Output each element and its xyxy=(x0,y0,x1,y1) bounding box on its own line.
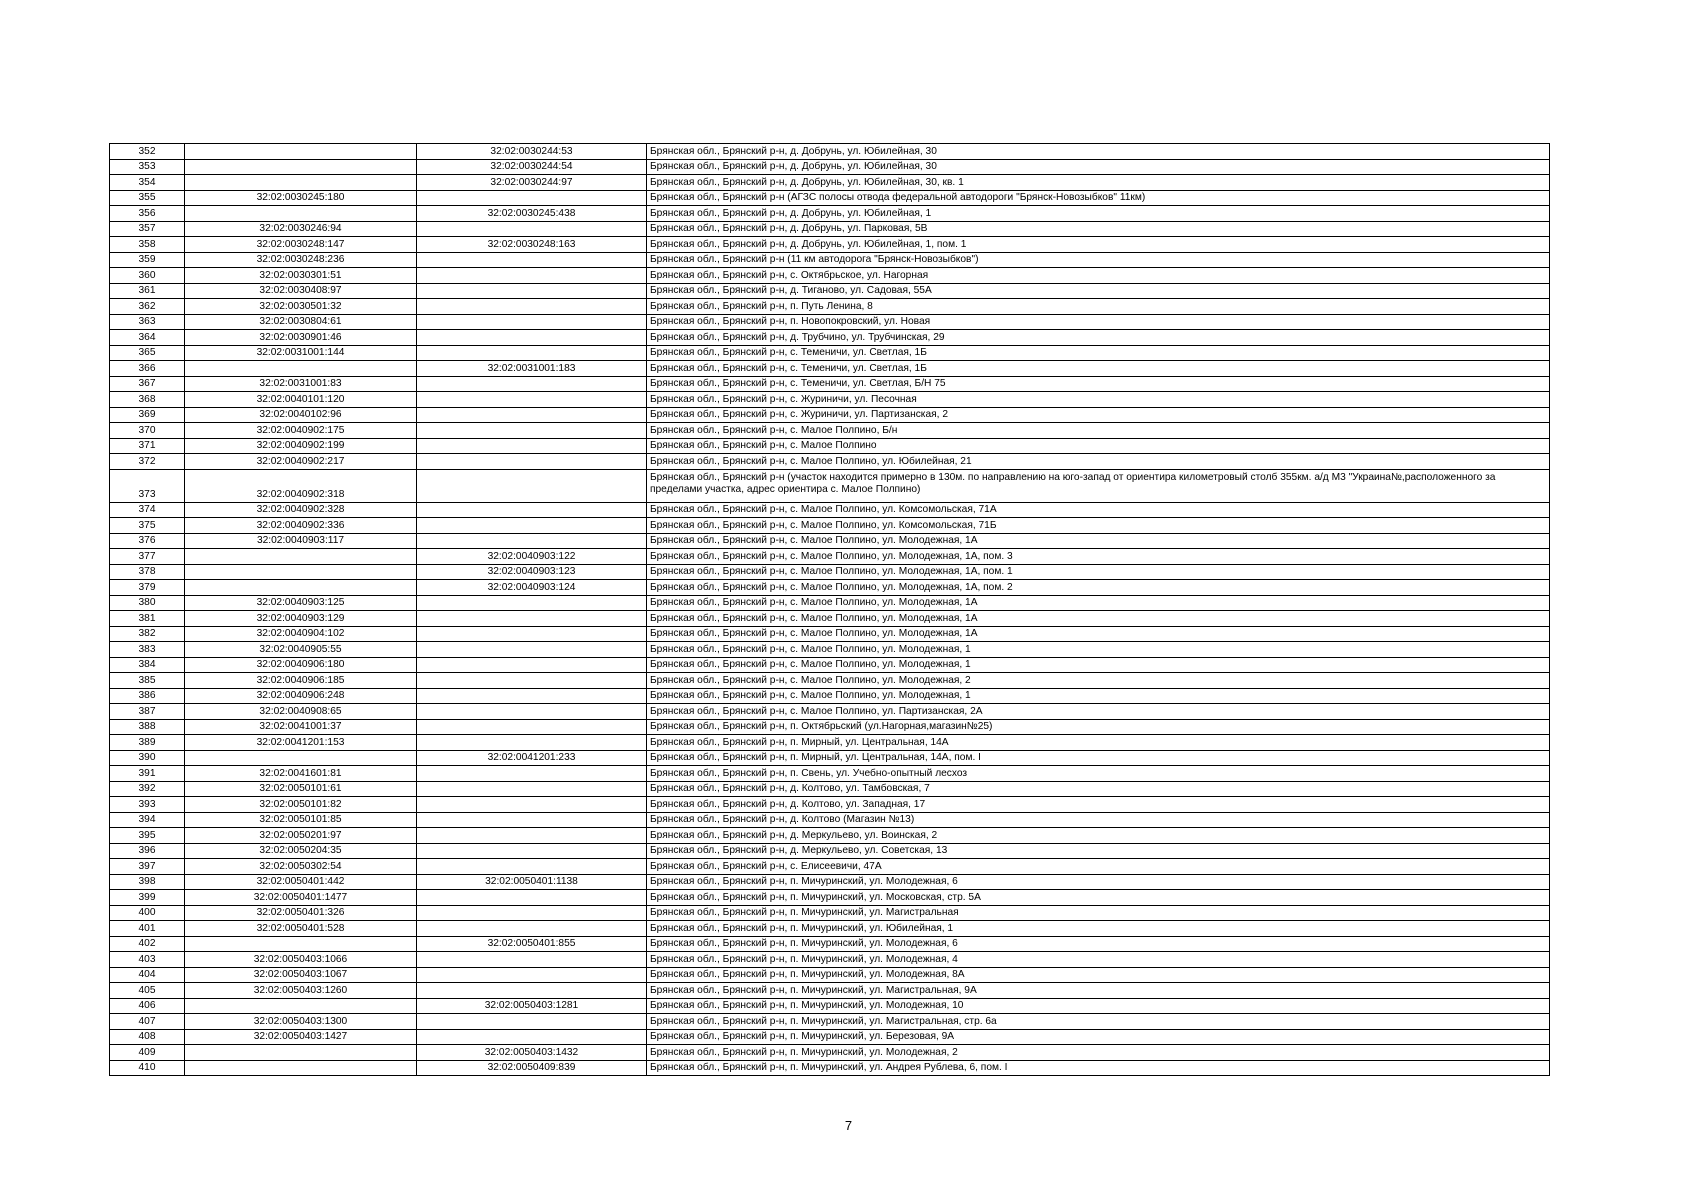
cadastral-number-cell: 32:02:0030245:180 xyxy=(185,190,417,206)
page-number: 7 xyxy=(844,1118,853,1133)
table-row xyxy=(110,252,1550,268)
row-number-cell: 382 xyxy=(110,626,185,642)
row-number-cell: 377 xyxy=(110,549,185,565)
related-cadastral-number-cell xyxy=(417,859,647,875)
row-number-cell: 368 xyxy=(110,392,185,408)
related-cadastral-number-cell xyxy=(417,268,647,284)
cadastral-number-cell xyxy=(185,159,417,175)
related-cadastral-number-cell xyxy=(417,283,647,299)
related-cadastral-number-cell: 32:02:0031001:183 xyxy=(417,361,647,377)
row-number-cell: 358 xyxy=(110,237,185,253)
related-cadastral-number-cell xyxy=(417,828,647,844)
table-row xyxy=(110,1060,1550,1076)
related-cadastral-number-cell xyxy=(417,314,647,330)
related-cadastral-number-cell xyxy=(417,407,647,423)
cadastral-number-cell xyxy=(185,564,417,580)
row-number-cell: 366 xyxy=(110,361,185,377)
table-row xyxy=(110,642,1550,658)
row-number-cell: 404 xyxy=(110,967,185,983)
row-number-cell: 378 xyxy=(110,564,185,580)
cadastral-number-cell: 32:02:0031001:144 xyxy=(185,345,417,361)
row-number-cell: 373 xyxy=(110,469,185,502)
row-number-cell: 406 xyxy=(110,998,185,1014)
row-number-cell: 364 xyxy=(110,330,185,346)
row-number-cell: 398 xyxy=(110,874,185,890)
address-cell: Брянская обл., Брянский р-н, с. Малое Полпино, ул. Молодежная, 2 xyxy=(647,673,1550,689)
address-cell: Брянская обл., Брянский р-н, с. Малое Полпино, ул. Молодежная, 1 xyxy=(647,657,1550,673)
address-cell: Брянская обл., Брянский р-н, п. Мичуринский, ул. Молодежная, 6 xyxy=(647,874,1550,890)
cadastral-number-cell: 32:02:0030804:61 xyxy=(185,314,417,330)
address-cell: Брянская обл., Брянский р-н, с. Малое Полпино, ул. Юбилейная, 21 xyxy=(647,454,1550,470)
table-row xyxy=(110,533,1550,549)
row-number-cell: 376 xyxy=(110,533,185,549)
related-cadastral-number-cell xyxy=(417,781,647,797)
table-row xyxy=(110,376,1550,392)
cadastral-number-cell: 32:02:0030248:147 xyxy=(185,237,417,253)
table-row xyxy=(110,657,1550,673)
related-cadastral-number-cell: 32:02:0050403:1281 xyxy=(417,998,647,1014)
table-row xyxy=(110,175,1550,191)
table-row xyxy=(110,998,1550,1014)
row-number-cell: 392 xyxy=(110,781,185,797)
related-cadastral-number-cell xyxy=(417,704,647,720)
related-cadastral-number-cell xyxy=(417,626,647,642)
address-cell: Брянская обл., Брянский р-н, с. Елисеевичи, 47А xyxy=(647,859,1550,875)
related-cadastral-number-cell xyxy=(417,595,647,611)
related-cadastral-number-cell xyxy=(417,921,647,937)
cadastral-number-cell: 32:02:0040102:96 xyxy=(185,407,417,423)
table-row xyxy=(110,781,1550,797)
cadastral-number-cell: 32:02:0040903:129 xyxy=(185,611,417,627)
cadastral-number-cell: 32:02:0050403:1260 xyxy=(185,983,417,999)
cadastral-number-cell: 32:02:0050403:1427 xyxy=(185,1029,417,1045)
address-cell: Брянская обл., Брянский р-н, д. Добрунь, ул. Юбилейная, 30 xyxy=(647,159,1550,175)
row-number-cell: 372 xyxy=(110,454,185,470)
table-row xyxy=(110,719,1550,735)
cadastral-number-cell: 32:02:0040902:328 xyxy=(185,502,417,518)
row-number-cell: 407 xyxy=(110,1014,185,1030)
related-cadastral-number-cell xyxy=(417,392,647,408)
row-number-cell: 390 xyxy=(110,750,185,766)
table-row xyxy=(110,704,1550,720)
related-cadastral-number-cell: 32:02:0050401:855 xyxy=(417,936,647,952)
cadastral-number-cell: 32:02:0041601:81 xyxy=(185,766,417,782)
table-row xyxy=(110,469,1550,502)
related-cadastral-number-cell xyxy=(417,688,647,704)
table-row xyxy=(110,905,1550,921)
document-sheet xyxy=(109,143,1549,1076)
cadastral-number-cell: 32:02:0030501:32 xyxy=(185,299,417,315)
table-row xyxy=(110,843,1550,859)
cadastral-number-cell: 32:02:0040905:55 xyxy=(185,642,417,658)
address-cell: Брянская обл., Брянский р-н, с. Теменичи, ул. Светлая, 1Б xyxy=(647,361,1550,377)
related-cadastral-number-cell xyxy=(417,1014,647,1030)
address-cell: Брянская обл., Брянский р-н, п. Мичуринский, ул. Молодежная, 8А xyxy=(647,967,1550,983)
related-cadastral-number-cell xyxy=(417,812,647,828)
related-cadastral-number-cell: 32:02:0050409:839 xyxy=(417,1060,647,1076)
table-row xyxy=(110,159,1550,175)
row-number-cell: 388 xyxy=(110,719,185,735)
related-cadastral-number-cell: 32:02:0030248:163 xyxy=(417,237,647,253)
related-cadastral-number-cell xyxy=(417,642,647,658)
table-row xyxy=(110,454,1550,470)
table-row xyxy=(110,144,1550,160)
row-number-cell: 352 xyxy=(110,144,185,160)
table-row xyxy=(110,797,1550,813)
cadastral-number-cell xyxy=(185,750,417,766)
row-number-cell: 387 xyxy=(110,704,185,720)
related-cadastral-number-cell xyxy=(417,299,647,315)
row-number-cell: 393 xyxy=(110,797,185,813)
table-row xyxy=(110,237,1550,253)
row-number-cell: 359 xyxy=(110,252,185,268)
cadastral-number-cell: 32:02:0050403:1066 xyxy=(185,952,417,968)
address-cell: Брянская обл., Брянский р-н, с. Журиничи, ул. Партизанская, 2 xyxy=(647,407,1550,423)
related-cadastral-number-cell: 32:02:0050401:1138 xyxy=(417,874,647,890)
address-cell: Брянская обл., Брянский р-н, д. Добрунь, ул. Юбилейная, 1 xyxy=(647,206,1550,222)
address-cell: Брянская обл., Брянский р-н, д. Добрунь, ул. Юбилейная, 30 xyxy=(647,144,1550,160)
related-cadastral-number-cell xyxy=(417,719,647,735)
row-number-cell: 397 xyxy=(110,859,185,875)
address-cell: Брянская обл., Брянский р-н, п. Новопокровский, ул. Новая xyxy=(647,314,1550,330)
cadastral-number-cell: 32:02:0040906:248 xyxy=(185,688,417,704)
table-row xyxy=(110,595,1550,611)
address-cell: Брянская обл., Брянский р-н, д. Меркульево, ул. Советская, 13 xyxy=(647,843,1550,859)
cadastral-number-cell: 32:02:0031001:83 xyxy=(185,376,417,392)
row-number-cell: 389 xyxy=(110,735,185,751)
table-row xyxy=(110,983,1550,999)
related-cadastral-number-cell xyxy=(417,611,647,627)
related-cadastral-number-cell xyxy=(417,657,647,673)
table-row xyxy=(110,890,1550,906)
cadastral-number-cell: 32:02:0030248:236 xyxy=(185,252,417,268)
cadastral-number-cell: 32:02:0030408:97 xyxy=(185,283,417,299)
cadastral-number-cell: 32:02:0030901:46 xyxy=(185,330,417,346)
table-row xyxy=(110,1014,1550,1030)
address-cell: Брянская обл., Брянский р-н, с. Малое Полпино, ул. Молодежная, 1А xyxy=(647,595,1550,611)
table-row xyxy=(110,283,1550,299)
row-number-cell: 410 xyxy=(110,1060,185,1076)
address-cell: Брянская обл., Брянский р-н, с. Малое Полпино, ул. Молодежная, 1 xyxy=(647,688,1550,704)
cadastral-number-cell: 32:02:0050401:1477 xyxy=(185,890,417,906)
row-number-cell: 375 xyxy=(110,518,185,534)
address-cell: Брянская обл., Брянский р-н, с. Малое Полпино, ул. Молодежная, 1А, пом. 2 xyxy=(647,580,1550,596)
related-cadastral-number-cell xyxy=(417,438,647,454)
cadastral-number-cell: 32:02:0040902:336 xyxy=(185,518,417,534)
row-number-cell: 379 xyxy=(110,580,185,596)
related-cadastral-number-cell xyxy=(417,454,647,470)
cadastral-number-cell: 32:02:0050101:85 xyxy=(185,812,417,828)
address-cell: Брянская обл., Брянский р-н, с. Малое Полпино, ул. Партизанская, 2А xyxy=(647,704,1550,720)
cadastral-number-cell: 32:02:0040904:102 xyxy=(185,626,417,642)
cadastral-number-cell xyxy=(185,549,417,565)
related-cadastral-number-cell: 32:02:0040903:124 xyxy=(417,580,647,596)
table-row xyxy=(110,952,1550,968)
table-row xyxy=(110,502,1550,518)
address-cell: Брянская обл., Брянский р-н, с. Теменичи, ул. Светлая, Б/Н 75 xyxy=(647,376,1550,392)
related-cadastral-number-cell xyxy=(417,376,647,392)
table-row xyxy=(110,611,1550,627)
row-number-cell: 365 xyxy=(110,345,185,361)
address-cell: Брянская обл., Брянский р-н, д. Тиганово, ул. Садовая, 55А xyxy=(647,283,1550,299)
cadastral-number-cell: 32:02:0040906:180 xyxy=(185,657,417,673)
address-cell: Брянская обл., Брянский р-н, с. Малое Полпино, ул. Молодежная, 1А xyxy=(647,626,1550,642)
row-number-cell: 356 xyxy=(110,206,185,222)
address-cell: Брянская обл., Брянский р-н, п. Мичуринский, ул. Московская, стр. 5А xyxy=(647,890,1550,906)
row-number-cell: 385 xyxy=(110,673,185,689)
table-row xyxy=(110,361,1550,377)
row-number-cell: 360 xyxy=(110,268,185,284)
address-cell: Брянская обл., Брянский р-н, п. Путь Ленина, 8 xyxy=(647,299,1550,315)
address-cell: Брянская обл., Брянский р-н, с. Октябрьское, ул. Нагорная xyxy=(647,268,1550,284)
address-cell: Брянская обл., Брянский р-н, с. Малое Полпино, ул. Молодежная, 1А xyxy=(647,533,1550,549)
related-cadastral-number-cell: 32:02:0040903:123 xyxy=(417,564,647,580)
table-row xyxy=(110,967,1550,983)
row-number-cell: 357 xyxy=(110,221,185,237)
table-row xyxy=(110,564,1550,580)
address-cell: Брянская обл., Брянский р-н, с. Малое Полпино, ул. Молодежная, 1А, пом. 3 xyxy=(647,549,1550,565)
cadastral-number-cell: 32:02:0040903:117 xyxy=(185,533,417,549)
row-number-cell: 403 xyxy=(110,952,185,968)
related-cadastral-number-cell xyxy=(417,345,647,361)
row-number-cell: 367 xyxy=(110,376,185,392)
address-cell: Брянская обл., Брянский р-н, с. Журиничи, ул. Песочная xyxy=(647,392,1550,408)
cadastral-number-cell: 32:02:0040906:185 xyxy=(185,673,417,689)
cadastral-number-cell xyxy=(185,206,417,222)
related-cadastral-number-cell: 32:02:0041201:233 xyxy=(417,750,647,766)
related-cadastral-number-cell xyxy=(417,221,647,237)
table-row xyxy=(110,828,1550,844)
property-table xyxy=(109,143,1550,1076)
cadastral-number-cell xyxy=(185,144,417,160)
related-cadastral-number-cell: 32:02:0030244:54 xyxy=(417,159,647,175)
row-number-cell: 395 xyxy=(110,828,185,844)
related-cadastral-number-cell xyxy=(417,533,647,549)
related-cadastral-number-cell xyxy=(417,1029,647,1045)
address-cell: Брянская обл., Брянский р-н, п. Мичуринский, ул. Магистральная xyxy=(647,905,1550,921)
address-cell: Брянская обл., Брянский р-н, с. Малое Полпино, ул. Молодежная, 1А, пом. 1 xyxy=(647,564,1550,580)
related-cadastral-number-cell xyxy=(417,952,647,968)
table-row xyxy=(110,438,1550,454)
table-row xyxy=(110,423,1550,439)
row-number-cell: 380 xyxy=(110,595,185,611)
address-cell: Брянская обл., Брянский р-н, п. Мирный, ул. Центральная, 14А, пом. I xyxy=(647,750,1550,766)
address-cell: Брянская обл., Брянский р-н, с. Малое Полпино xyxy=(647,438,1550,454)
cadastral-number-cell: 32:02:0030246:94 xyxy=(185,221,417,237)
address-cell: Брянская обл., Брянский р-н, п. Мичуринский, ул. Молодежная, 4 xyxy=(647,952,1550,968)
cadastral-number-cell: 32:02:0040902:217 xyxy=(185,454,417,470)
cadastral-number-cell: 32:02:0050302:54 xyxy=(185,859,417,875)
row-number-cell: 384 xyxy=(110,657,185,673)
cadastral-number-cell xyxy=(185,1060,417,1076)
cadastral-number-cell: 32:02:0050403:1300 xyxy=(185,1014,417,1030)
related-cadastral-number-cell: 32:02:0030244:53 xyxy=(417,144,647,160)
related-cadastral-number-cell xyxy=(417,735,647,751)
row-number-cell: 381 xyxy=(110,611,185,627)
address-cell: Брянская обл., Брянский р-н, п. Октябрьский (ул.Нагорная,магазин№25) xyxy=(647,719,1550,735)
cadastral-number-cell: 32:02:0040903:125 xyxy=(185,595,417,611)
cadastral-number-cell: 32:02:0040902:199 xyxy=(185,438,417,454)
address-cell: Брянская обл., Брянский р-н, п. Свень, ул. Учебно-опытный лесхоз xyxy=(647,766,1550,782)
row-number-cell: 400 xyxy=(110,905,185,921)
address-cell: Брянская обл., Брянский р-н, с. Теменичи, ул. Светлая, 1Б xyxy=(647,345,1550,361)
related-cadastral-number-cell xyxy=(417,330,647,346)
related-cadastral-number-cell xyxy=(417,252,647,268)
address-cell: Брянская обл., Брянский р-н, д. Добрунь, ул. Парковая, 5В xyxy=(647,221,1550,237)
related-cadastral-number-cell xyxy=(417,673,647,689)
table-row xyxy=(110,1045,1550,1061)
row-number-cell: 363 xyxy=(110,314,185,330)
address-cell: Брянская обл., Брянский р-н, п. Мичуринский, ул. Березовая, 9А xyxy=(647,1029,1550,1045)
table-row xyxy=(110,407,1550,423)
related-cadastral-number-cell xyxy=(417,518,647,534)
cadastral-number-cell xyxy=(185,998,417,1014)
table-row xyxy=(110,626,1550,642)
row-number-cell: 391 xyxy=(110,766,185,782)
row-number-cell: 401 xyxy=(110,921,185,937)
table-row xyxy=(110,673,1550,689)
table-row xyxy=(110,549,1550,565)
address-cell: Брянская обл., Брянский р-н, с. Малое Полпино, ул. Молодежная, 1 xyxy=(647,642,1550,658)
table-row xyxy=(110,392,1550,408)
related-cadastral-number-cell xyxy=(417,469,647,502)
row-number-cell: 396 xyxy=(110,843,185,859)
table-row xyxy=(110,518,1550,534)
cadastral-number-cell xyxy=(185,580,417,596)
table-row xyxy=(110,874,1550,890)
cadastral-number-cell xyxy=(185,936,417,952)
table-row xyxy=(110,299,1550,315)
cadastral-number-cell xyxy=(185,1045,417,1061)
cadastral-number-cell: 32:02:0040101:120 xyxy=(185,392,417,408)
cadastral-number-cell: 32:02:0050101:82 xyxy=(185,797,417,813)
related-cadastral-number-cell xyxy=(417,766,647,782)
cadastral-number-cell: 32:02:0041001:37 xyxy=(185,719,417,735)
table-row xyxy=(110,921,1550,937)
address-cell: Брянская обл., Брянский р-н, п. Мичуринский, ул. Молодежная, 10 xyxy=(647,998,1550,1014)
row-number-cell: 361 xyxy=(110,283,185,299)
row-number-cell: 354 xyxy=(110,175,185,191)
address-cell: Брянская обл., Брянский р-н, д. Добрунь, ул. Юбилейная, 1, пом. 1 xyxy=(647,237,1550,253)
cadastral-number-cell: 32:02:0040908:65 xyxy=(185,704,417,720)
related-cadastral-number-cell xyxy=(417,797,647,813)
address-cell: Брянская обл., Брянский р-н, п. Мичуринский, ул. Магистральная, стр. 6а xyxy=(647,1014,1550,1030)
related-cadastral-number-cell xyxy=(417,967,647,983)
table-row xyxy=(110,735,1550,751)
related-cadastral-number-cell xyxy=(417,423,647,439)
table-row xyxy=(110,345,1550,361)
related-cadastral-number-cell: 32:02:0030244:97 xyxy=(417,175,647,191)
address-cell: Брянская обл., Брянский р-н, д. Колтово (Магазин №13) xyxy=(647,812,1550,828)
cadastral-number-cell: 32:02:0050403:1067 xyxy=(185,967,417,983)
address-cell: Брянская обл., Брянский р-н, п. Мичуринский, ул. Андрея Рублева, 6, пом. I xyxy=(647,1060,1550,1076)
row-number-cell: 405 xyxy=(110,983,185,999)
row-number-cell: 369 xyxy=(110,407,185,423)
address-cell: Брянская обл., Брянский р-н (11 км автодорога "Брянск-Новозыбков") xyxy=(647,252,1550,268)
address-cell: Брянская обл., Брянский р-н, п. Мичуринский, ул. Магистральная, 9А xyxy=(647,983,1550,999)
cadastral-number-cell: 32:02:0050204:35 xyxy=(185,843,417,859)
cadastral-number-cell: 32:02:0050401:326 xyxy=(185,905,417,921)
cadastral-number-cell: 32:02:0050201:97 xyxy=(185,828,417,844)
address-cell: Брянская обл., Брянский р-н, с. Малое Полпино, ул. Комсомольская, 71А xyxy=(647,502,1550,518)
cadastral-number-cell: 32:02:0040902:318 xyxy=(185,469,417,502)
cadastral-number-cell: 32:02:0050401:528 xyxy=(185,921,417,937)
row-number-cell: 383 xyxy=(110,642,185,658)
table-row xyxy=(110,221,1550,237)
address-cell: Брянская обл., Брянский р-н, д. Трубчино, ул. Трубчинская, 29 xyxy=(647,330,1550,346)
address-cell: Брянская обл., Брянский р-н, д. Колтово, ул. Тамбовская, 7 xyxy=(647,781,1550,797)
address-cell: Брянская обл., Брянский р-н, д. Добрунь, ул. Юбилейная, 30, кв. 1 xyxy=(647,175,1550,191)
address-cell: Брянская обл., Брянский р-н, п. Мирный, ул. Центральная, 14А xyxy=(647,735,1550,751)
address-cell: Брянская обл., Брянский р-н, с. Малое Полпино, Б/н xyxy=(647,423,1550,439)
address-cell: Брянская обл., Брянский р-н, с. Малое Полпино, ул. Комсомольская, 71Б xyxy=(647,518,1550,534)
row-number-cell: 408 xyxy=(110,1029,185,1045)
address-cell: Брянская обл., Брянский р-н, п. Мичуринский, ул. Молодежная, 2 xyxy=(647,1045,1550,1061)
row-number-cell: 402 xyxy=(110,936,185,952)
row-number-cell: 370 xyxy=(110,423,185,439)
row-number-cell: 371 xyxy=(110,438,185,454)
row-number-cell: 394 xyxy=(110,812,185,828)
address-cell: Брянская обл., Брянский р-н, с. Малое Полпино, ул. Молодежная, 1А xyxy=(647,611,1550,627)
table-row xyxy=(110,190,1550,206)
table-row xyxy=(110,688,1550,704)
table-body xyxy=(110,144,1550,1076)
cadastral-number-cell: 32:02:0041201:153 xyxy=(185,735,417,751)
address-cell: Брянская обл., Брянский р-н (АГЗС полосы отвода федеральной автодороги "Брянск-Новозыбков" 11км) xyxy=(647,190,1550,206)
row-number-cell: 409 xyxy=(110,1045,185,1061)
address-cell: Брянская обл., Брянский р-н, п. Мичуринский, ул. Юбилейная, 1 xyxy=(647,921,1550,937)
cadastral-number-cell xyxy=(185,361,417,377)
address-cell: Брянская обл., Брянский р-н, п. Мичуринский, ул. Молодежная, 6 xyxy=(647,936,1550,952)
table-row xyxy=(110,268,1550,284)
table-row xyxy=(110,812,1550,828)
row-number-cell: 355 xyxy=(110,190,185,206)
cadastral-number-cell: 32:02:0050101:61 xyxy=(185,781,417,797)
address-cell: Брянская обл., Брянский р-н (участок находится примерно в 130м. по направлению на юго-запад от ориентира километровый столб 355км. а/д М3 "Украина№,расположенного за пределами участка, адрес ориентира с. Малое Полпино) xyxy=(647,469,1550,502)
table-row xyxy=(110,314,1550,330)
row-number-cell: 362 xyxy=(110,299,185,315)
related-cadastral-number-cell xyxy=(417,890,647,906)
row-number-cell: 386 xyxy=(110,688,185,704)
table-row xyxy=(110,859,1550,875)
related-cadastral-number-cell xyxy=(417,502,647,518)
related-cadastral-number-cell xyxy=(417,843,647,859)
cadastral-number-cell xyxy=(185,175,417,191)
table-row xyxy=(110,936,1550,952)
address-cell: Брянская обл., Брянский р-н, д. Колтово, ул. Западная, 17 xyxy=(647,797,1550,813)
related-cadastral-number-cell xyxy=(417,190,647,206)
table-row xyxy=(110,766,1550,782)
related-cadastral-number-cell: 32:02:0030245:438 xyxy=(417,206,647,222)
address-cell: Брянская обл., Брянский р-н, д. Меркульево, ул. Воинская, 2 xyxy=(647,828,1550,844)
related-cadastral-number-cell xyxy=(417,983,647,999)
cadastral-number-cell: 32:02:0040902:175 xyxy=(185,423,417,439)
related-cadastral-number-cell xyxy=(417,905,647,921)
related-cadastral-number-cell: 32:02:0050403:1432 xyxy=(417,1045,647,1061)
cadastral-number-cell: 32:02:0050401:442 xyxy=(185,874,417,890)
row-number-cell: 374 xyxy=(110,502,185,518)
table-row xyxy=(110,750,1550,766)
table-row xyxy=(110,206,1550,222)
cadastral-number-cell: 32:02:0030301:51 xyxy=(185,268,417,284)
related-cadastral-number-cell: 32:02:0040903:122 xyxy=(417,549,647,565)
table-row xyxy=(110,1029,1550,1045)
row-number-cell: 353 xyxy=(110,159,185,175)
row-number-cell: 399 xyxy=(110,890,185,906)
table-row xyxy=(110,330,1550,346)
table-row xyxy=(110,580,1550,596)
